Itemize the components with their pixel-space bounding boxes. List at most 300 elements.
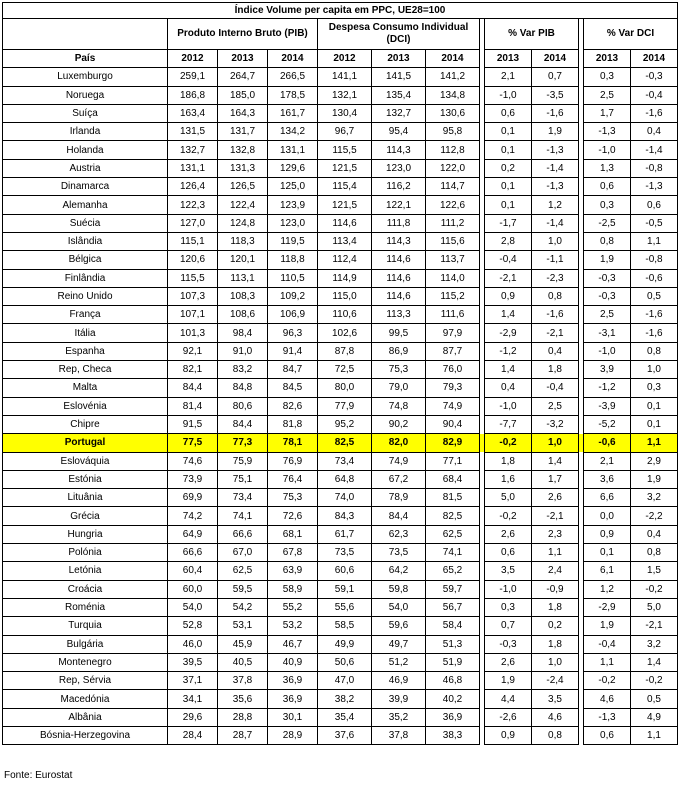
pib-2012-cell: 60,4: [168, 562, 218, 580]
var-pib-2013-cell: 2,1: [485, 68, 532, 86]
country-cell: Alemanha: [3, 196, 168, 214]
country-cell: Rep, Sérvia: [3, 672, 168, 690]
var-pib-2013-cell: 0,6: [485, 544, 532, 562]
pib-2014-cell: 266,5: [268, 68, 318, 86]
pib-2014-cell: 46,7: [268, 635, 318, 653]
var-dci-2014-cell: 3,2: [631, 635, 678, 653]
dci-2013-cell: 116,2: [372, 178, 426, 196]
var-dci-2014-cell: 5,0: [631, 598, 678, 616]
var-dci-2014-cell: -1,6: [631, 324, 678, 342]
dci-2014-cell: 40,2: [426, 690, 480, 708]
country-cell: Eslovénia: [3, 397, 168, 415]
dci-2013-cell: 78,9: [372, 489, 426, 507]
dci-2012-cell: 114,9: [318, 269, 372, 287]
table-row: [3, 544, 678, 562]
var-dci-2014-cell: 0,5: [631, 690, 678, 708]
var-dci-2013-cell: -1,2: [584, 379, 631, 397]
var-dci-2014-cell: 0,8: [631, 544, 678, 562]
table-row: [3, 232, 678, 250]
var-dci-2014-cell: -0,2: [631, 672, 678, 690]
pib-2012-cell: 127,0: [168, 214, 218, 232]
var-pib-2014-cell: -2,1: [532, 324, 579, 342]
pib-2012-cell: 39,5: [168, 653, 218, 671]
dci-2012-cell: 114,6: [318, 214, 372, 232]
country-cell: Dinamarca: [3, 178, 168, 196]
var-pib-2014-cell: -1,3: [532, 141, 579, 159]
var-pib-2014-cell: 1,0: [532, 653, 579, 671]
pib-2014-cell: 28,9: [268, 726, 318, 744]
dci-2014-cell: 97,9: [426, 324, 480, 342]
pib-2014-cell: 58,9: [268, 580, 318, 598]
country-cell: Suíça: [3, 104, 168, 122]
country-cell: Grécia: [3, 507, 168, 525]
table-row: [3, 178, 678, 196]
var-dci-2013-cell: 1,3: [584, 159, 631, 177]
dci-2013-cell: 46,9: [372, 672, 426, 690]
pib-2014-cell: 110,5: [268, 269, 318, 287]
pib-2013-cell: 132,8: [218, 141, 268, 159]
dci-2014-cell: 114,7: [426, 178, 480, 196]
table-row: [3, 196, 678, 214]
pib-2012-cell: 84,4: [168, 379, 218, 397]
pib-2012-cell: 37,1: [168, 672, 218, 690]
dci-2014-cell: 113,7: [426, 251, 480, 269]
var-dci-2013-cell: -3,9: [584, 397, 631, 415]
pib-2014-cell: 96,3: [268, 324, 318, 342]
country-cell: Holanda: [3, 141, 168, 159]
pib-2014-cell: 109,2: [268, 287, 318, 305]
dci-2013-cell: 95,4: [372, 123, 426, 141]
table-row: [3, 306, 678, 324]
var-dci-2013-cell: 6,1: [584, 562, 631, 580]
pib-2014-cell: 82,6: [268, 397, 318, 415]
pib-2012-cell: 163,4: [168, 104, 218, 122]
pib-2013-cell: 75,9: [218, 452, 268, 470]
pib-2012-cell: 46,0: [168, 635, 218, 653]
country-cell: Hungria: [3, 525, 168, 543]
dci-2012-cell: 113,4: [318, 232, 372, 250]
dci-2014-cell: 76,0: [426, 361, 480, 379]
country-cell: Turquia: [3, 617, 168, 635]
var-pib-2014-cell: 3,5: [532, 690, 579, 708]
pib-2013-cell: 66,6: [218, 525, 268, 543]
country-cell: Suécia: [3, 214, 168, 232]
var-pib-2013-cell: 2,6: [485, 653, 532, 671]
table-row: [3, 269, 678, 287]
var-dci-2013-cell: 1,7: [584, 104, 631, 122]
var-pib-2013-cell: -0,4: [485, 251, 532, 269]
country-cell: Irlanda: [3, 123, 168, 141]
dci-2014-cell: 79,3: [426, 379, 480, 397]
dci-2014-cell: 59,7: [426, 580, 480, 598]
var-dci-2014-cell: 1,1: [631, 232, 678, 250]
pib-2014-cell: 40,9: [268, 653, 318, 671]
var-pib-2013-cell: -0,3: [485, 635, 532, 653]
var-dci-2014-cell: -0,8: [631, 159, 678, 177]
pib-2014-cell: 68,1: [268, 525, 318, 543]
dci-2013-cell: 75,3: [372, 361, 426, 379]
country-cell: Portugal: [3, 434, 168, 452]
country-cell: Croácia: [3, 580, 168, 598]
pib-2014-cell: 106,9: [268, 306, 318, 324]
pib-2012-cell: 115,1: [168, 232, 218, 250]
country-cell: Polónia: [3, 544, 168, 562]
pib-2014-cell: 161,7: [268, 104, 318, 122]
var-dci-2014-cell: -2,2: [631, 507, 678, 525]
var-dci-2014-cell: -2,1: [631, 617, 678, 635]
var-dci-2014-cell: -1,6: [631, 306, 678, 324]
dci-2013-cell: 35,2: [372, 708, 426, 726]
var-dci-2014-cell: 1,9: [631, 470, 678, 488]
table-row: [3, 489, 678, 507]
var-dci-2014-cell: -0,5: [631, 214, 678, 232]
pib-2012-cell: 92,1: [168, 342, 218, 360]
year-header: 2012: [318, 50, 372, 68]
country-cell: Macedónia: [3, 690, 168, 708]
pib-2014-cell: 119,5: [268, 232, 318, 250]
var-dci-2014-cell: 1,0: [631, 361, 678, 379]
var-dci-2013-cell: 0,0: [584, 507, 631, 525]
var-dci-2013-cell: 1,9: [584, 251, 631, 269]
group-header-dci: Despesa Consumo Individual (DCI): [318, 19, 480, 50]
var-dci-2014-cell: 1,4: [631, 653, 678, 671]
dci-2014-cell: 82,9: [426, 434, 480, 452]
country-cell: Albânia: [3, 708, 168, 726]
dci-2014-cell: 74,1: [426, 544, 480, 562]
var-pib-2014-cell: -1,3: [532, 178, 579, 196]
dci-2013-cell: 114,6: [372, 269, 426, 287]
var-pib-2013-cell: -7,7: [485, 415, 532, 433]
group-header-var-pib: % Var PIB: [485, 19, 579, 50]
country-cell: Itália: [3, 324, 168, 342]
var-dci-2014-cell: -0,4: [631, 86, 678, 104]
dci-2013-cell: 90,2: [372, 415, 426, 433]
dci-2013-cell: 73,5: [372, 544, 426, 562]
var-pib-2013-cell: -1,0: [485, 86, 532, 104]
pib-2014-cell: 123,9: [268, 196, 318, 214]
country-cell: Montenegro: [3, 653, 168, 671]
pib-2013-cell: 84,8: [218, 379, 268, 397]
pib-2012-cell: 64,9: [168, 525, 218, 543]
dci-2013-cell: 114,6: [372, 287, 426, 305]
pib-2013-cell: 37,8: [218, 672, 268, 690]
var-dci-2014-cell: 0,6: [631, 196, 678, 214]
dci-2014-cell: 112,8: [426, 141, 480, 159]
pib-2013-cell: 91,0: [218, 342, 268, 360]
table-row: [3, 379, 678, 397]
pib-2013-cell: 35,6: [218, 690, 268, 708]
table-row: [3, 580, 678, 598]
pib-2012-cell: 28,4: [168, 726, 218, 744]
pib-2012-cell: 107,3: [168, 287, 218, 305]
dci-2014-cell: 114,0: [426, 269, 480, 287]
country-cell: Luxemburgo: [3, 68, 168, 86]
var-dci-2014-cell: 1,1: [631, 434, 678, 452]
var-dci-2014-cell: 0,1: [631, 397, 678, 415]
pib-2012-cell: 132,7: [168, 141, 218, 159]
var-pib-2014-cell: -0,9: [532, 580, 579, 598]
var-pib-2013-cell: 0,9: [485, 287, 532, 305]
pib-2012-cell: 77,5: [168, 434, 218, 452]
var-pib-2013-cell: 0,9: [485, 726, 532, 744]
table-row: [3, 690, 678, 708]
dci-2012-cell: 73,4: [318, 452, 372, 470]
var-dci-2014-cell: 0,1: [631, 415, 678, 433]
pib-2014-cell: 76,9: [268, 452, 318, 470]
dci-2014-cell: 58,4: [426, 617, 480, 635]
var-pib-2013-cell: 0,2: [485, 159, 532, 177]
var-dci-2013-cell: 2,1: [584, 452, 631, 470]
var-pib-2013-cell: 0,6: [485, 104, 532, 122]
table-row: [3, 452, 678, 470]
country-cell: França: [3, 306, 168, 324]
dci-2013-cell: 132,7: [372, 104, 426, 122]
pib-2013-cell: 62,5: [218, 562, 268, 580]
pib-2013-cell: 131,7: [218, 123, 268, 141]
pib-2013-cell: 28,8: [218, 708, 268, 726]
var-pib-2014-cell: -2,3: [532, 269, 579, 287]
pib-2012-cell: 107,1: [168, 306, 218, 324]
pib-2014-cell: 36,9: [268, 672, 318, 690]
pib-2014-cell: 125,0: [268, 178, 318, 196]
var-pib-2013-cell: -0,2: [485, 434, 532, 452]
pib-2014-cell: 36,9: [268, 690, 318, 708]
pib-2013-cell: 77,3: [218, 434, 268, 452]
var-dci-2014-cell: -0,2: [631, 580, 678, 598]
country-cell: Roménia: [3, 598, 168, 616]
country-cell: Austria: [3, 159, 168, 177]
dci-2014-cell: 74,9: [426, 397, 480, 415]
country-cell: Eslováquia: [3, 452, 168, 470]
pib-2013-cell: 74,1: [218, 507, 268, 525]
pib-2013-cell: 40,5: [218, 653, 268, 671]
dci-2014-cell: 141,2: [426, 68, 480, 86]
dci-2014-cell: 122,6: [426, 196, 480, 214]
var-dci-2014-cell: 1,5: [631, 562, 678, 580]
var-dci-2014-cell: 0,4: [631, 123, 678, 141]
var-dci-2013-cell: 1,9: [584, 617, 631, 635]
table-row: [3, 635, 678, 653]
pib-2013-cell: 54,2: [218, 598, 268, 616]
year-header: 2013: [372, 50, 426, 68]
group-header-pib: Produto Interno Bruto (PIB): [168, 19, 318, 50]
table-row: [3, 251, 678, 269]
var-dci-2013-cell: 0,9: [584, 525, 631, 543]
pib-2014-cell: 131,1: [268, 141, 318, 159]
var-dci-2014-cell: -1,3: [631, 178, 678, 196]
country-cell: Bélgica: [3, 251, 168, 269]
var-dci-2013-cell: -2,9: [584, 598, 631, 616]
var-pib-2014-cell: 4,6: [532, 708, 579, 726]
var-pib-2013-cell: 1,8: [485, 452, 532, 470]
dci-2013-cell: 141,5: [372, 68, 426, 86]
var-pib-2013-cell: 0,1: [485, 178, 532, 196]
dci-2012-cell: 37,6: [318, 726, 372, 744]
pib-2012-cell: 73,9: [168, 470, 218, 488]
pib-2014-cell: 76,4: [268, 470, 318, 488]
var-dci-2013-cell: -0,4: [584, 635, 631, 653]
table-row: [3, 86, 678, 104]
country-cell: Rep, Checa: [3, 361, 168, 379]
var-dci-2014-cell: 4,9: [631, 708, 678, 726]
country-cell: Estónia: [3, 470, 168, 488]
table-row: [3, 123, 678, 141]
dci-2012-cell: 60,6: [318, 562, 372, 580]
dci-2013-cell: 67,2: [372, 470, 426, 488]
pib-2013-cell: 113,1: [218, 269, 268, 287]
pib-2013-cell: 67,0: [218, 544, 268, 562]
var-pib-2013-cell: 1,6: [485, 470, 532, 488]
pib-2014-cell: 53,2: [268, 617, 318, 635]
table-row: [3, 507, 678, 525]
pib-2013-cell: 45,9: [218, 635, 268, 653]
data-table: [2, 2, 678, 745]
dci-2012-cell: 73,5: [318, 544, 372, 562]
dci-2014-cell: 122,0: [426, 159, 480, 177]
country-cell: Islândia: [3, 232, 168, 250]
dci-2014-cell: 111,2: [426, 214, 480, 232]
country-cell: Chipre: [3, 415, 168, 433]
country-cell: Malta: [3, 379, 168, 397]
var-dci-2013-cell: 3,6: [584, 470, 631, 488]
year-header: 2013: [218, 50, 268, 68]
var-pib-2013-cell: -2,6: [485, 708, 532, 726]
dci-2012-cell: 72,5: [318, 361, 372, 379]
var-dci-2014-cell: -0,6: [631, 269, 678, 287]
pib-2013-cell: 59,5: [218, 580, 268, 598]
year-header: 2013: [485, 50, 532, 68]
pib-2014-cell: 72,6: [268, 507, 318, 525]
pib-2013-cell: 84,4: [218, 415, 268, 433]
dci-2013-cell: 114,6: [372, 251, 426, 269]
pib-2012-cell: 186,8: [168, 86, 218, 104]
dci-2014-cell: 38,3: [426, 726, 480, 744]
pib-2012-cell: 126,4: [168, 178, 218, 196]
var-pib-2013-cell: -1,2: [485, 342, 532, 360]
pib-2013-cell: 108,6: [218, 306, 268, 324]
year-header: 2012: [168, 50, 218, 68]
var-pib-2014-cell: 1,7: [532, 470, 579, 488]
country-header-top: [3, 19, 168, 50]
dci-2012-cell: 47,0: [318, 672, 372, 690]
country-cell: Bulgária: [3, 635, 168, 653]
dci-2013-cell: 54,0: [372, 598, 426, 616]
pib-2012-cell: 66,6: [168, 544, 218, 562]
var-dci-2014-cell: -0,8: [631, 251, 678, 269]
var-dci-2013-cell: -1,3: [584, 708, 631, 726]
pib-2014-cell: 84,5: [268, 379, 318, 397]
pib-2012-cell: 60,0: [168, 580, 218, 598]
var-pib-2014-cell: 0,4: [532, 342, 579, 360]
dci-2014-cell: 111,6: [426, 306, 480, 324]
pib-2014-cell: 91,4: [268, 342, 318, 360]
pib-2014-cell: 63,9: [268, 562, 318, 580]
dci-2013-cell: 37,8: [372, 726, 426, 744]
var-dci-2013-cell: 2,5: [584, 306, 631, 324]
pib-2014-cell: 75,3: [268, 489, 318, 507]
var-pib-2013-cell: 1,9: [485, 672, 532, 690]
var-dci-2013-cell: -1,0: [584, 342, 631, 360]
pib-2012-cell: 29,6: [168, 708, 218, 726]
dci-2014-cell: 115,6: [426, 232, 480, 250]
pib-2012-cell: 54,0: [168, 598, 218, 616]
dci-2013-cell: 123,0: [372, 159, 426, 177]
dci-2013-cell: 114,3: [372, 232, 426, 250]
table-row: [3, 104, 678, 122]
dci-2012-cell: 84,3: [318, 507, 372, 525]
var-dci-2013-cell: 0,6: [584, 726, 631, 744]
country-cell: Reino Unido: [3, 287, 168, 305]
year-header: 2014: [532, 50, 579, 68]
var-pib-2014-cell: 1,1: [532, 544, 579, 562]
pib-2014-cell: 67,8: [268, 544, 318, 562]
table-row: [3, 342, 678, 360]
var-dci-2013-cell: -0,3: [584, 269, 631, 287]
dci-2014-cell: 56,7: [426, 598, 480, 616]
pib-2013-cell: 120,1: [218, 251, 268, 269]
pib-2012-cell: 74,2: [168, 507, 218, 525]
table-row: [3, 361, 678, 379]
pib-2013-cell: 124,8: [218, 214, 268, 232]
dci-2014-cell: 51,3: [426, 635, 480, 653]
var-pib-2013-cell: 3,5: [485, 562, 532, 580]
var-pib-2014-cell: 2,6: [532, 489, 579, 507]
pib-2012-cell: 69,9: [168, 489, 218, 507]
pib-2012-cell: 120,6: [168, 251, 218, 269]
var-pib-2013-cell: 0,1: [485, 196, 532, 214]
country-cell: Espanha: [3, 342, 168, 360]
pib-2014-cell: 123,0: [268, 214, 318, 232]
dci-2013-cell: 114,3: [372, 141, 426, 159]
var-pib-2014-cell: -0,4: [532, 379, 579, 397]
var-dci-2013-cell: -2,5: [584, 214, 631, 232]
dci-2013-cell: 59,8: [372, 580, 426, 598]
dci-2012-cell: 61,7: [318, 525, 372, 543]
table-title: Índice Volume per capita em PPC, UE28=100: [3, 3, 678, 19]
dci-2012-cell: 59,1: [318, 580, 372, 598]
dci-2013-cell: 64,2: [372, 562, 426, 580]
pib-2014-cell: 118,8: [268, 251, 318, 269]
dci-2013-cell: 74,8: [372, 397, 426, 415]
dci-2012-cell: 141,1: [318, 68, 372, 86]
var-pib-2014-cell: -2,4: [532, 672, 579, 690]
dci-2014-cell: 46,8: [426, 672, 480, 690]
var-pib-2013-cell: -1,7: [485, 214, 532, 232]
country-cell: Lituânia: [3, 489, 168, 507]
var-pib-2014-cell: -3,2: [532, 415, 579, 433]
table-row: [3, 708, 678, 726]
var-pib-2014-cell: 1,9: [532, 123, 579, 141]
var-dci-2013-cell: -1,3: [584, 123, 631, 141]
pib-2014-cell: 78,1: [268, 434, 318, 452]
var-dci-2014-cell: -1,6: [631, 104, 678, 122]
dci-2014-cell: 134,8: [426, 86, 480, 104]
dci-2012-cell: 115,0: [318, 287, 372, 305]
dci-2012-cell: 121,5: [318, 159, 372, 177]
pib-2013-cell: 28,7: [218, 726, 268, 744]
table-row: [3, 397, 678, 415]
pib-2013-cell: 185,0: [218, 86, 268, 104]
dci-2013-cell: 86,9: [372, 342, 426, 360]
dci-2014-cell: 62,5: [426, 525, 480, 543]
pib-2013-cell: 108,3: [218, 287, 268, 305]
dci-2014-cell: 68,4: [426, 470, 480, 488]
var-pib-2013-cell: 2,8: [485, 232, 532, 250]
dci-2012-cell: 110,6: [318, 306, 372, 324]
dci-2012-cell: 80,0: [318, 379, 372, 397]
var-pib-2014-cell: -1,6: [532, 104, 579, 122]
pib-2012-cell: 115,5: [168, 269, 218, 287]
